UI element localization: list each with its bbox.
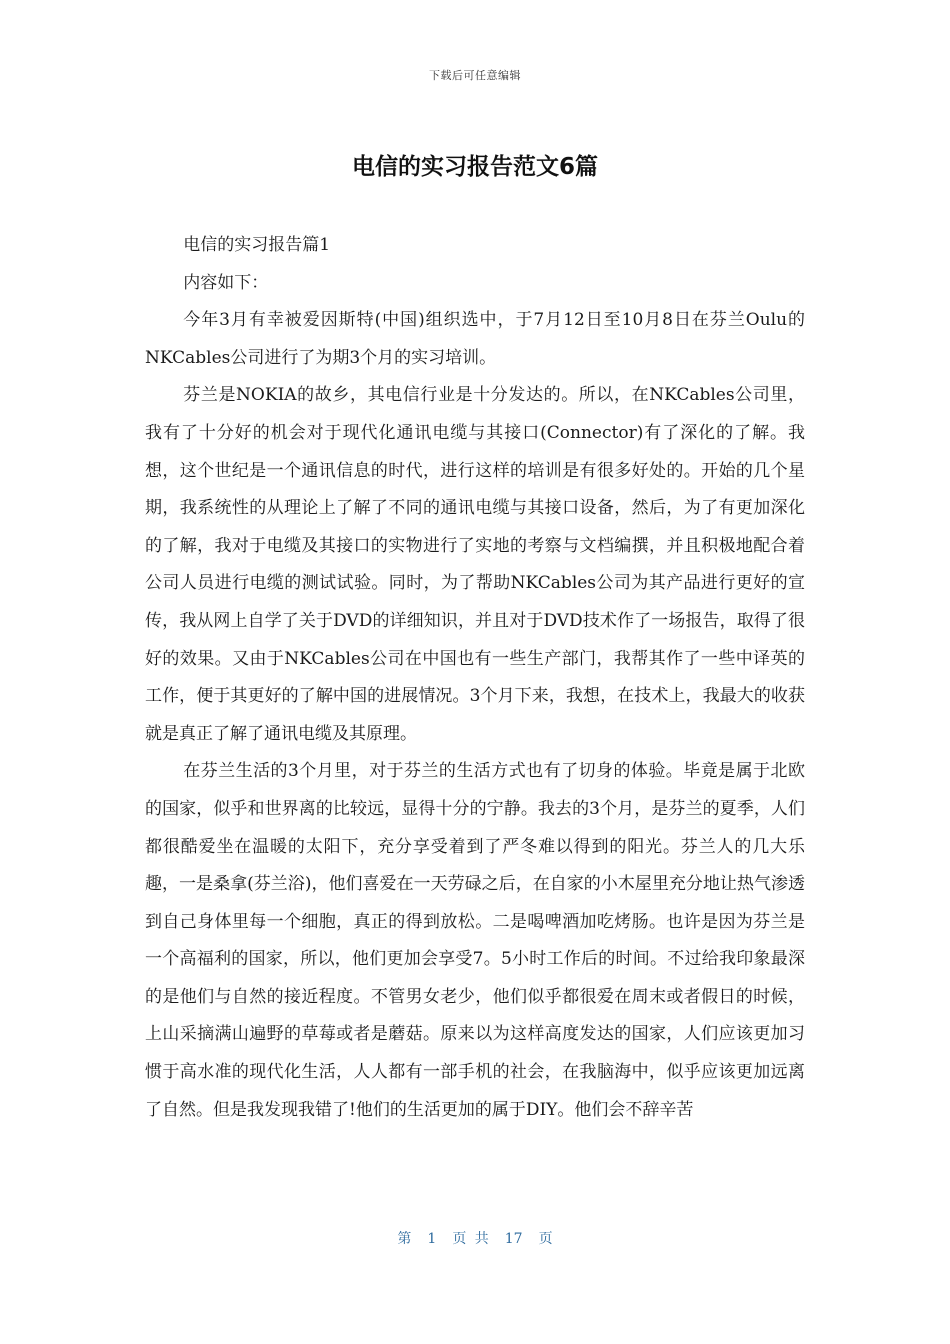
page-number: 1 [427, 1231, 437, 1247]
section-heading: 电信的实习报告篇1 [183, 235, 331, 255]
paragraph: 在芬兰生活的3个月里，对于芬兰的生活方式也有了切身的体验。毕竟是属于北欧的国家，似乎和世界离的比较远，显得十分的宁静。我去的3个月，是芬兰的夏季，人们都很酷爱坐在温暖的太阳下，充分享受着到了严冬难以得到的阳光。芬兰人的几大乐趣，一是桑拿(芬兰浴)，他们喜爱在一天劳碌之后，在自家的小木屋里充分地让热气渗透到自己身体里每一个细胞，真正的得到放松。二是喝啤酒加吃烤肠。也许是因为芬兰是一个高福利的国家，所以，他们更加会享受7。5小时工作后的时间。不过给我印象最深的是他们与自然的接近程度。不管男女老少，他们似乎都很爱在周末或者假日的时候，上山采摘满山遍野的草莓或者是蘑菇。原来以为这样高度发达的国家，人们应该更加习惯于高水准的现代化生活，人人都有一部手机的社会，在我脑海中，似乎应该更加远离了自然。但是我发现我错了!他们的生活更加的属于DIY。他们会不辞辛苦 [145, 761, 805, 1120]
page-label-prefix: 第 [397, 1231, 412, 1247]
paragraph: 今年3月有幸被爱因斯特(中国)组织选中，于7月12日至10月8日在芬兰Oulu的NKCables公司进行了为期3个月的实习培训。 [145, 310, 805, 368]
document-title: 电信的实习报告范文6篇 [351, 154, 598, 180]
page-footer [0, 1228, 950, 1248]
total-pages: 17 [504, 1231, 523, 1247]
header-note: 下载后可任意编辑 [429, 69, 521, 82]
page-label-suffix: 页 [538, 1231, 553, 1247]
paragraph: 芬兰是NOKIA的故乡，其电信行业是十分发达的。所以，在NKCables公司里，我有了十分好的机会对于现代化通讯电缆与其接口(Connector)有了深化的了解。我想，这个世纪是一个通讯信息的时代，进行这样的培训是有很多好处的。开始的几个星期，我系统性的从理论上了解了不同的通讯电缆与其接口设备，然后，为了有更加深化的了解，我对于电缆及其接口的实物进行了实地的考察与文档编撰，并且积极地配合着公司人员进行电缆的测试试验。同时，为了帮助NKCables公司为其产品进行更好的宣传，我从网上自学了关于DVD的详细知识，并且对于DVD技术作了一场报告，取得了很好的效果。又由于NKCables公司在中国也有一些生产部门，我帮其作了一些中译英的工作，便于其更好的了解中国的进展情况。3个月下来，我想，在技术上，我最大的收获就是真正了解了通讯电缆及其原理。 [145, 385, 805, 744]
page-label-middle: 页 共 [452, 1231, 489, 1247]
document-body [145, 227, 805, 1129]
paragraph: 内容如下： [183, 272, 269, 293]
